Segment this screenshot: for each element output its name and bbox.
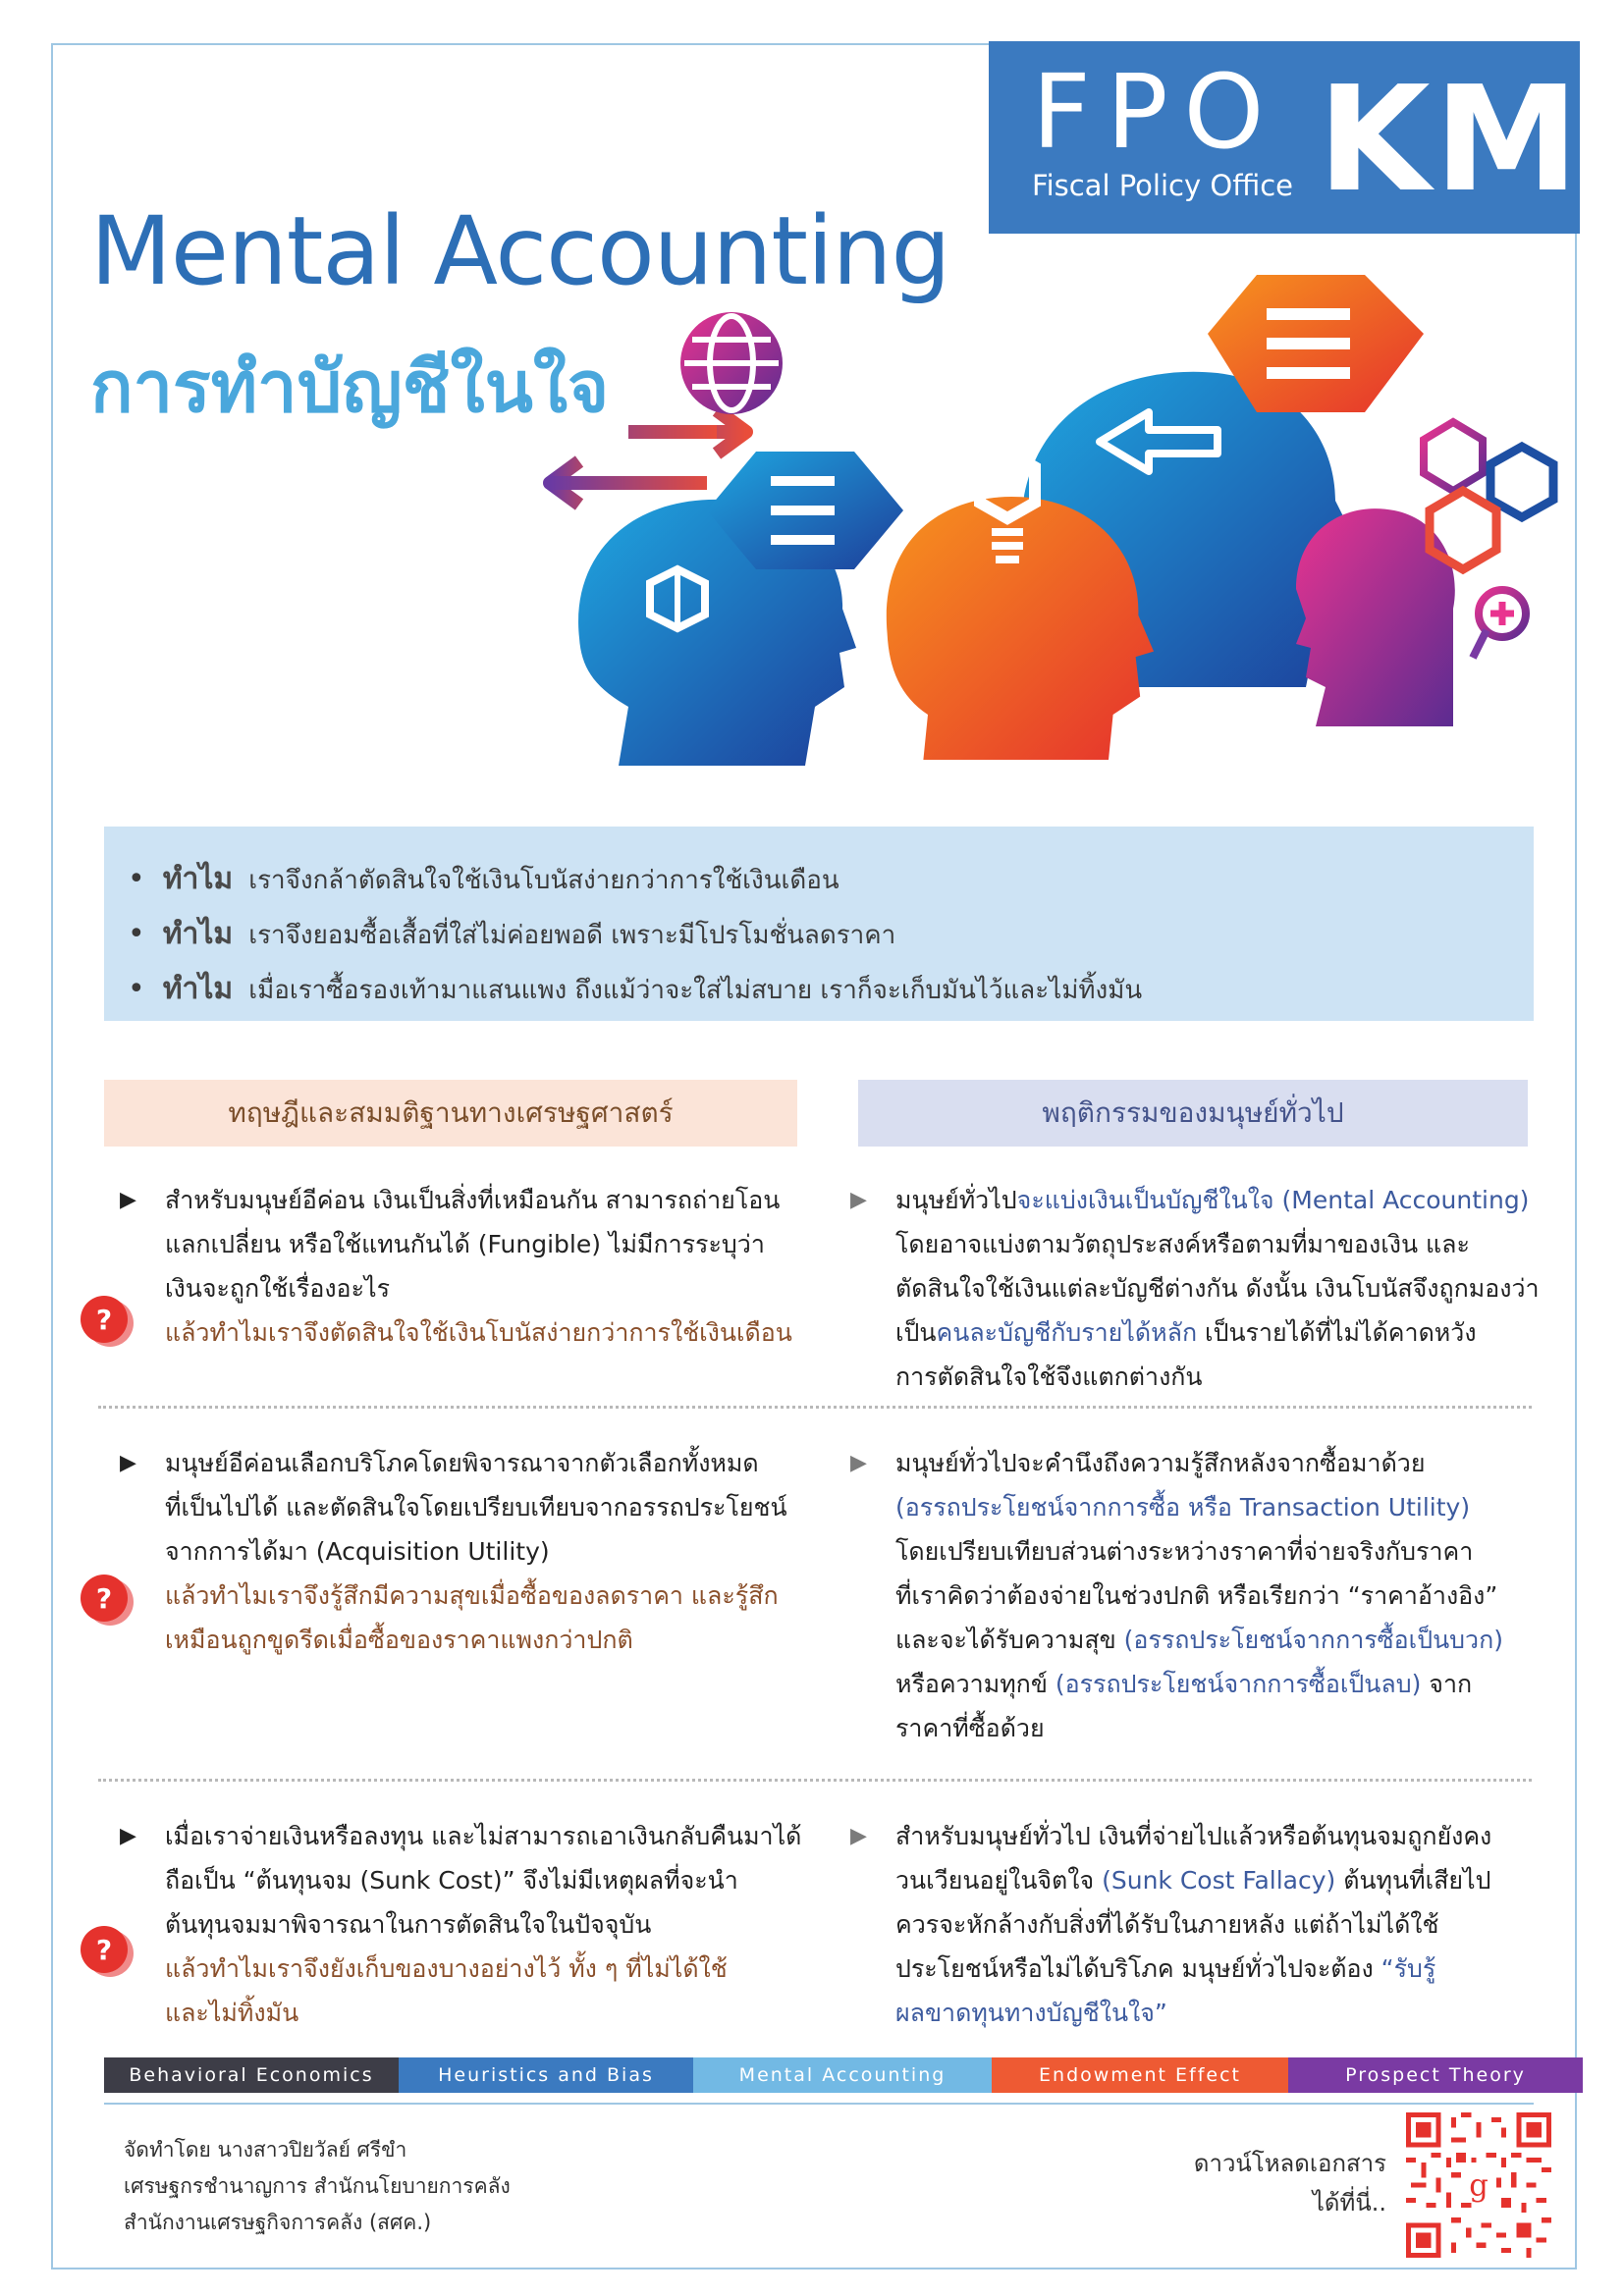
bullet-icon: • xyxy=(128,972,145,1006)
text-line: จากการได้มา (Acquisition Utility) xyxy=(165,1537,550,1566)
theory-item-2 xyxy=(120,1441,787,1662)
highlight-span: (Sunk Cost Fallacy) xyxy=(1102,1866,1336,1895)
tag-label: Endowment Effect xyxy=(1039,2064,1241,2086)
credit-line: เศรษฐกรชำนาญการ สำนักนโยบายการคลัง xyxy=(124,2174,511,2198)
why-item xyxy=(128,856,839,902)
section-divider xyxy=(98,1779,1532,1782)
triangle-bullet-icon: ▶ xyxy=(850,1188,867,1212)
tag-label: Mental Accounting xyxy=(738,2064,947,2086)
tag-mental-accounting[interactable] xyxy=(693,2057,992,2093)
page-subtitle: การทำบัญชีในใจ xyxy=(90,346,610,428)
text-span: มนุษย์ทั่วไป xyxy=(895,1186,1017,1214)
why-item xyxy=(128,966,1142,1012)
text-line: สำหรับมนุษย์ทั่วไป เงินที่จ่ายไปแล้วหรือต้นทุนจมถูกยังคง xyxy=(895,1822,1492,1850)
svg-text:?: ? xyxy=(95,1304,113,1336)
download-line: ดาวน์โหลดเอกสาร xyxy=(1193,2150,1386,2177)
why-text: เราจึงกล้าตัดสินใจใช้เงินโบนัสง่ายกว่าการใช้เงินเดือน xyxy=(248,866,839,895)
text-line: ตัดสินใจใช้เงินแต่ละบัญชีต่างกัน ดังนั้น เงินโบนัสจึงถูกมองว่า xyxy=(895,1274,1540,1303)
globe-icon xyxy=(680,312,783,414)
question-line: เหมือนถูกขูดรีดเมื่อซื้อของราคาแพงกว่าปกติ xyxy=(165,1626,633,1654)
download-line: ได้ที่นี่.. xyxy=(1312,2189,1386,2216)
tag-label: Prospect Theory xyxy=(1345,2064,1526,2086)
triangle-bullet-icon: ▶ xyxy=(120,1824,136,1848)
text-line: ราคาที่ซื้อด้วย xyxy=(895,1714,1045,1742)
text-line: ถือเป็น “ต้นทุนจม (Sunk Cost)” จึงไม่มีเหตุผลที่จะนำ xyxy=(165,1866,738,1895)
highlight-line: (อรรถประโยชน์จากการซื้อ หรือ Transaction Utility) xyxy=(895,1493,1471,1522)
text-span: ต้นทุนที่เสียไป xyxy=(1335,1866,1491,1895)
page-title: Mental Accounting xyxy=(90,196,950,306)
logo-fpo: FPO xyxy=(1032,52,1280,172)
section-divider xyxy=(98,1406,1532,1409)
text-line: มนุษย์อีค่อนเลือกบริโภคโดยพิจารณาจากตัวเลือกทั้งหมด xyxy=(165,1449,759,1477)
why-text: เมื่อเราซื้อรองเท้ามาแสนแพง ถึงแม้ว่าจะใส่ไม่สบาย เราก็จะเก็บมันไว้และไม่ทิ้งมัน xyxy=(248,976,1143,1005)
highlight-span: จะแบ่งเงินเป็นบัญชีในใจ (Mental Accounting) xyxy=(1016,1186,1530,1214)
text-span: วนเวียนอยู่ในจิตใจ xyxy=(895,1866,1103,1895)
highlight-span: (อรรถประโยชน์จากการซื้อเป็นลบ) xyxy=(1055,1670,1422,1698)
qr-code[interactable] xyxy=(1406,2112,1551,2258)
text-line: แลกเปลี่ยน หรือใช้แทนกันได้ (Fungible) ไม่มีการระบุว่า xyxy=(165,1230,765,1258)
credit-line: จัดทำโดย นางสาวปิยวัลย์ ศรีขำ xyxy=(124,2138,407,2162)
tag-prospect-theory[interactable] xyxy=(1288,2057,1583,2093)
why-keyword: ทำไม xyxy=(162,972,234,1006)
text-line: โดยอาจแบ่งตามวัตถุประสงค์หรือตามที่มาของเงิน และ xyxy=(895,1230,1470,1258)
text-line: ที่เป็นไปได้ และตัดสินใจโดยเปรียบเทียบจากอรรถประโยชน์ xyxy=(165,1493,787,1522)
highlight-span: (อรรถประโยชน์จากการซื้อเป็นบวก) xyxy=(1123,1626,1503,1654)
text-line: ที่เราคิดว่าต้องจ่ายในช่วงปกติ หรือเรียกว่า “ราคาอ้างอิง” xyxy=(895,1581,1498,1610)
text-line: เมื่อเราจ่ายเงินหรือลงทุน และไม่สามารถเอาเงินกลับคืนมาได้ xyxy=(165,1822,802,1850)
why-keyword: ทำไม xyxy=(162,862,234,896)
theory-item-1 xyxy=(120,1178,792,1355)
triangle-bullet-icon: ▶ xyxy=(850,1451,867,1475)
svg-text:?: ? xyxy=(95,1582,113,1615)
text-span: เป็น xyxy=(895,1318,937,1347)
text-span: เป็นรายได้ที่ไม่ได้คาดหวัง xyxy=(1197,1318,1477,1347)
highlight-span: “รับรู้ xyxy=(1380,1954,1436,1983)
heads-illustration xyxy=(511,275,1591,805)
tag-behavioral-economics[interactable] xyxy=(104,2057,399,2093)
tag-heuristics-and-bias[interactable] xyxy=(399,2057,693,2093)
credit-line: สำนักงานเศรษฐกิจการคลัง (สศค.) xyxy=(124,2211,432,2234)
text-span: และจะได้รับความสุข xyxy=(895,1626,1124,1654)
download-label xyxy=(1194,2144,1386,2222)
text-line: มนุษย์ทั่วไปจะคำนึงถึงความรู้สึกหลังจากซื้อมาด้วย xyxy=(895,1449,1426,1477)
question-bubble-icon xyxy=(77,1294,139,1357)
question-line: แล้วทำไมเราจึงตัดสินใจใช้เงินโบนัสง่ายกว่าการใช้เงินเดือน xyxy=(165,1318,792,1347)
why-keyword: ทำไม xyxy=(162,917,234,951)
logo-subtitle: Fiscal Policy Office xyxy=(1032,169,1294,202)
bullet-icon: • xyxy=(128,862,145,896)
why-item xyxy=(128,911,895,957)
svg-text:?: ? xyxy=(95,1934,113,1966)
text-line: การตัดสินใจใช้จึงแตกต่างกัน xyxy=(895,1362,1203,1391)
tag-label: Heuristics and Bias xyxy=(438,2064,654,2086)
highlight-line: ผลขาดทุนทางบัญชีในใจ” xyxy=(895,1999,1167,2027)
question-line: แล้วทำไมเราจึงรู้สึกมีความสุขเมื่อซื้อของลดราคา และรู้สึก xyxy=(165,1581,779,1610)
behavior-item-2 xyxy=(850,1441,1503,1750)
text-line: โดยเปรียบเทียบส่วนต่างระหว่างราคาที่จ่ายจริงกับราคา xyxy=(895,1537,1474,1566)
tag-endowment-effect[interactable] xyxy=(992,2057,1288,2093)
question-bubble-icon xyxy=(77,1924,139,1987)
text-line: สำหรับมนุษย์อีค่อน เงินเป็นสิ่งที่เหมือนกัน สามารถถ่ายโอน xyxy=(165,1186,781,1214)
triangle-bullet-icon: ▶ xyxy=(850,1824,867,1848)
qr-center-glyph: g xyxy=(1469,2168,1489,2204)
plus-pin-icon xyxy=(1473,590,1526,658)
header-human-behavior: พฤติกรรมของมนุษย์ทั่วไป xyxy=(858,1080,1528,1147)
header-economic-theory: ทฤษฎีและสมมติฐานทางเศรษฐศาสตร์ xyxy=(104,1080,797,1147)
author-credits xyxy=(124,2132,511,2241)
why-questions-box xyxy=(104,827,1534,1021)
text-line: ควรจะหักล้างกับสิ่งที่ได้รับในภายหลัง แต่ถ้าไม่ได้ใช้ xyxy=(895,1910,1439,1939)
question-bubble-icon xyxy=(77,1573,139,1635)
text-line: เงินจะถูกใช้เรื่องอะไร xyxy=(165,1274,391,1303)
behavior-item-3 xyxy=(850,1814,1492,2035)
theory-item-3 xyxy=(120,1814,802,2035)
tag-label: Behavioral Economics xyxy=(129,2064,374,2086)
why-text: เราจึงยอมซื้อเสื้อที่ใส่ไม่ค่อยพอดี เพราะมีโปรโมชั่นลดราคา xyxy=(248,921,896,950)
fpo-km-logo xyxy=(989,41,1583,234)
bullet-icon: • xyxy=(128,917,145,951)
question-line: แล้วทำไมเราจึงยังเก็บของบางอย่างไว้ ทั้ง ๆ ที่ไม่ได้ใช้ xyxy=(165,1954,728,1983)
text-line: ต้นทุนจมมาพิจารณาในการตัดสินใจในปัจจุบัน xyxy=(165,1910,652,1939)
text-span: จาก xyxy=(1421,1670,1473,1698)
footer-divider xyxy=(104,2103,1534,2105)
logo-km: KM xyxy=(1318,55,1583,224)
triangle-bullet-icon: ▶ xyxy=(120,1451,136,1475)
behavior-item-1 xyxy=(850,1178,1540,1399)
question-line: และไม่ทิ้งมัน xyxy=(165,1999,299,2027)
triangle-bullet-icon: ▶ xyxy=(120,1188,136,1212)
exchange-arrows-icon xyxy=(550,410,746,505)
text-span: หรือความทุกข์ xyxy=(895,1670,1056,1698)
text-span: ประโยชน์หรือไม่ได้บริโภค มนุษย์ทั่วไปจะต้อง xyxy=(895,1954,1381,1983)
highlight-span: คนละบัญชีกับรายได้หลัก xyxy=(936,1318,1198,1347)
